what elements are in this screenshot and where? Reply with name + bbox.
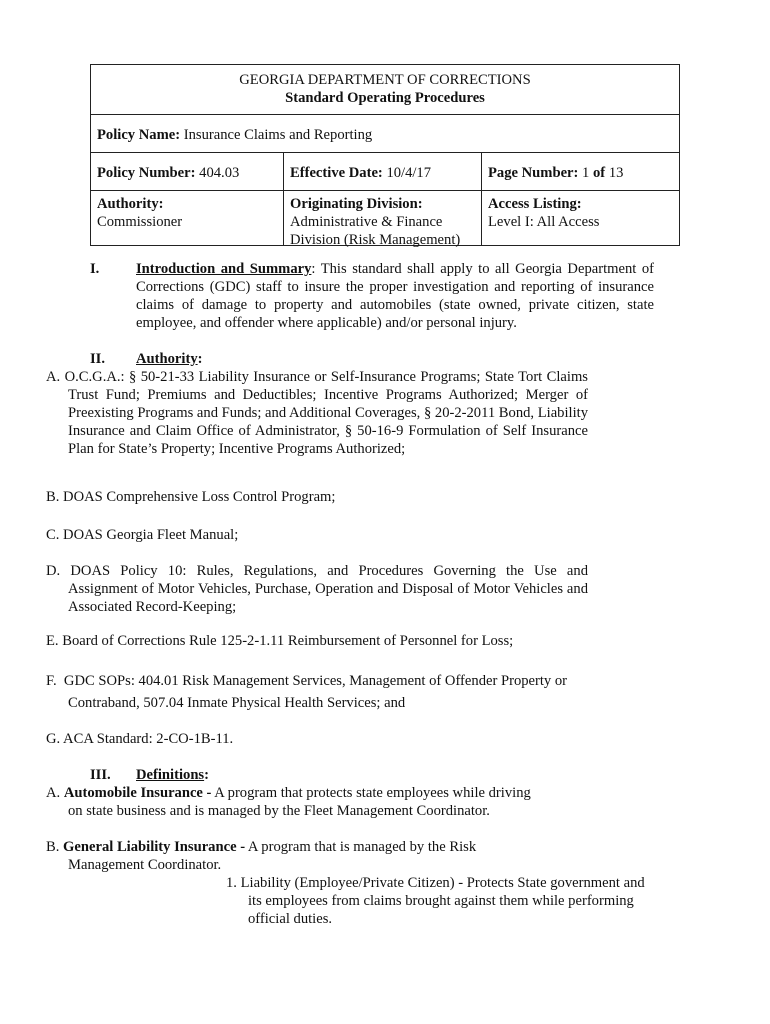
item-line-2: on state business and is managed by the Fleet Management Coordinator.	[68, 803, 490, 819]
item-term: General Liability Insurance -	[63, 839, 246, 855]
access-label: Access Listing:	[488, 196, 582, 212]
item-letter: B.	[46, 839, 60, 855]
section-text: : This standard shall apply to all Georgia Department of Corrections (GDC) staff to insure the proper investigation and reporting of insurance claims of damage to property and automobiles (state owned, private citizen, state employee, and offender where applicable) and/or personal injury.	[136, 261, 654, 331]
policy-number-label: Policy Number:	[97, 165, 196, 181]
division-value-line2: Division (Risk Management)	[290, 232, 461, 248]
page-number-label: Page Number:	[488, 165, 579, 181]
item-text: A program that protects state employees while driving	[211, 785, 531, 801]
definition-item-a	[46, 784, 586, 820]
page-number-cell	[482, 153, 679, 190]
item-text: DOAS Policy 10: Rules, Regulations, and Procedures Governing the Use and Assignment of Motor Vehicles, Purchase, Operation and Disposal of Motor Vehicles and Associated Record-Keeping;	[68, 563, 589, 615]
item-line-1	[46, 838, 586, 856]
effective-date-value: 10/4/17	[386, 165, 432, 181]
item-text: DOAS Georgia Fleet Manual;	[63, 527, 239, 543]
policy-header-table	[90, 64, 680, 246]
authority-item-c	[46, 526, 588, 544]
section-heading-line	[136, 766, 654, 784]
subitem-number: 1.	[226, 875, 237, 891]
page-of-label: of	[593, 165, 606, 181]
authority-label: Authority:	[97, 196, 164, 212]
section-numeral: I.	[90, 261, 100, 277]
policy-numbers-row	[91, 153, 679, 191]
division-value-line1: Administrative & Finance	[290, 214, 443, 230]
authority-row	[91, 191, 679, 246]
page-total-value: 13	[608, 165, 624, 181]
division-cell	[284, 191, 482, 248]
section-heading: Authority	[136, 351, 198, 367]
section-heading: Introduction and Summary	[136, 261, 312, 277]
item-text: O.C.G.A.: § 50-21-33 Liability Insurance or Self-Insurance Programs; State Tort Claims Trust Fund; Premiums and Deductibles; Incentive Programs Authorized; Merger of Preexisting Programs and Funds; and Additional Coverages, § 20-2-2011 Bond, Liability Insurance and Claim Office of Administrator, § 50-16-9 Formulation of Self Insurance Plan for State’s Property; Incentive Programs Authorized;	[64, 369, 588, 457]
policy-number-cell	[91, 153, 284, 190]
item-line-1	[46, 784, 586, 802]
header-title-block	[91, 65, 679, 115]
authority-item-a	[46, 368, 588, 458]
heading-colon: :	[197, 351, 203, 367]
division-label: Originating Division:	[290, 196, 423, 212]
section-numeral: III.	[90, 767, 111, 783]
effective-date-label: Effective Date:	[290, 165, 383, 181]
page-number-value: 1	[582, 165, 590, 181]
item-letter: F.	[46, 673, 57, 689]
item-text: ACA Standard: 2-CO-1B-11.	[63, 731, 234, 747]
subitem-line-1	[226, 874, 656, 892]
section-heading-line	[136, 350, 654, 368]
policy-name-row	[91, 115, 679, 153]
access-value: Level I: All Access	[488, 214, 600, 230]
authority-item-e	[46, 632, 588, 650]
section-heading: Definitions	[136, 767, 205, 783]
document-type: Standard Operating Procedures	[285, 90, 485, 106]
policy-number-value: 404.03	[199, 165, 240, 181]
subitem-text: Liability (Employee/Private Citizen) - Protects State government and	[240, 875, 645, 891]
item-term: Automobile Insurance -	[63, 785, 212, 801]
item-text: A program that is managed by the Risk	[245, 839, 477, 855]
section-numeral: II.	[90, 351, 106, 367]
access-cell	[482, 191, 679, 245]
item-text: GDC SOPs: 404.01 Risk Management Services, Management of Offender Property or	[63, 673, 568, 689]
item-line-2: Management Coordinator.	[68, 857, 222, 873]
item-letter: E.	[46, 633, 59, 649]
policy-name-label: Policy Name:	[97, 127, 181, 143]
department-name: GEORGIA DEPARTMENT OF CORRECTIONS	[239, 72, 531, 88]
authority-cell	[91, 191, 284, 245]
policy-name-value: Insurance Claims and Reporting	[183, 127, 373, 143]
heading-colon: :	[204, 767, 209, 783]
definition-item-b	[46, 838, 586, 874]
effective-date-cell	[284, 153, 482, 190]
item-letter: B.	[46, 489, 60, 505]
item-letter: A.	[46, 369, 61, 385]
item-letter: G.	[46, 731, 61, 747]
subitem-line-3: official duties.	[248, 911, 333, 927]
authority-value: Commissioner	[97, 214, 183, 230]
item-letter: A.	[46, 785, 61, 801]
subitem-line-2: its employees from claims brought against them while performing	[248, 893, 634, 909]
item-text: DOAS Comprehensive Loss Control Program;	[63, 489, 336, 505]
authority-item-b	[46, 488, 588, 506]
item-line-2: Contraband, 507.04 Inmate Physical Health Services; and	[68, 695, 406, 711]
item-letter: D.	[46, 563, 61, 579]
item-line-1	[46, 670, 646, 692]
authority-item-d	[46, 562, 588, 616]
authority-item-f	[46, 670, 646, 714]
authority-item-g	[46, 730, 588, 748]
section-body	[136, 260, 654, 332]
item-letter: C.	[46, 527, 60, 543]
definition-subitem-1	[226, 874, 656, 928]
item-text: Board of Corrections Rule 125-2-1.11 Reimbursement of Personnel for Loss;	[62, 633, 514, 649]
